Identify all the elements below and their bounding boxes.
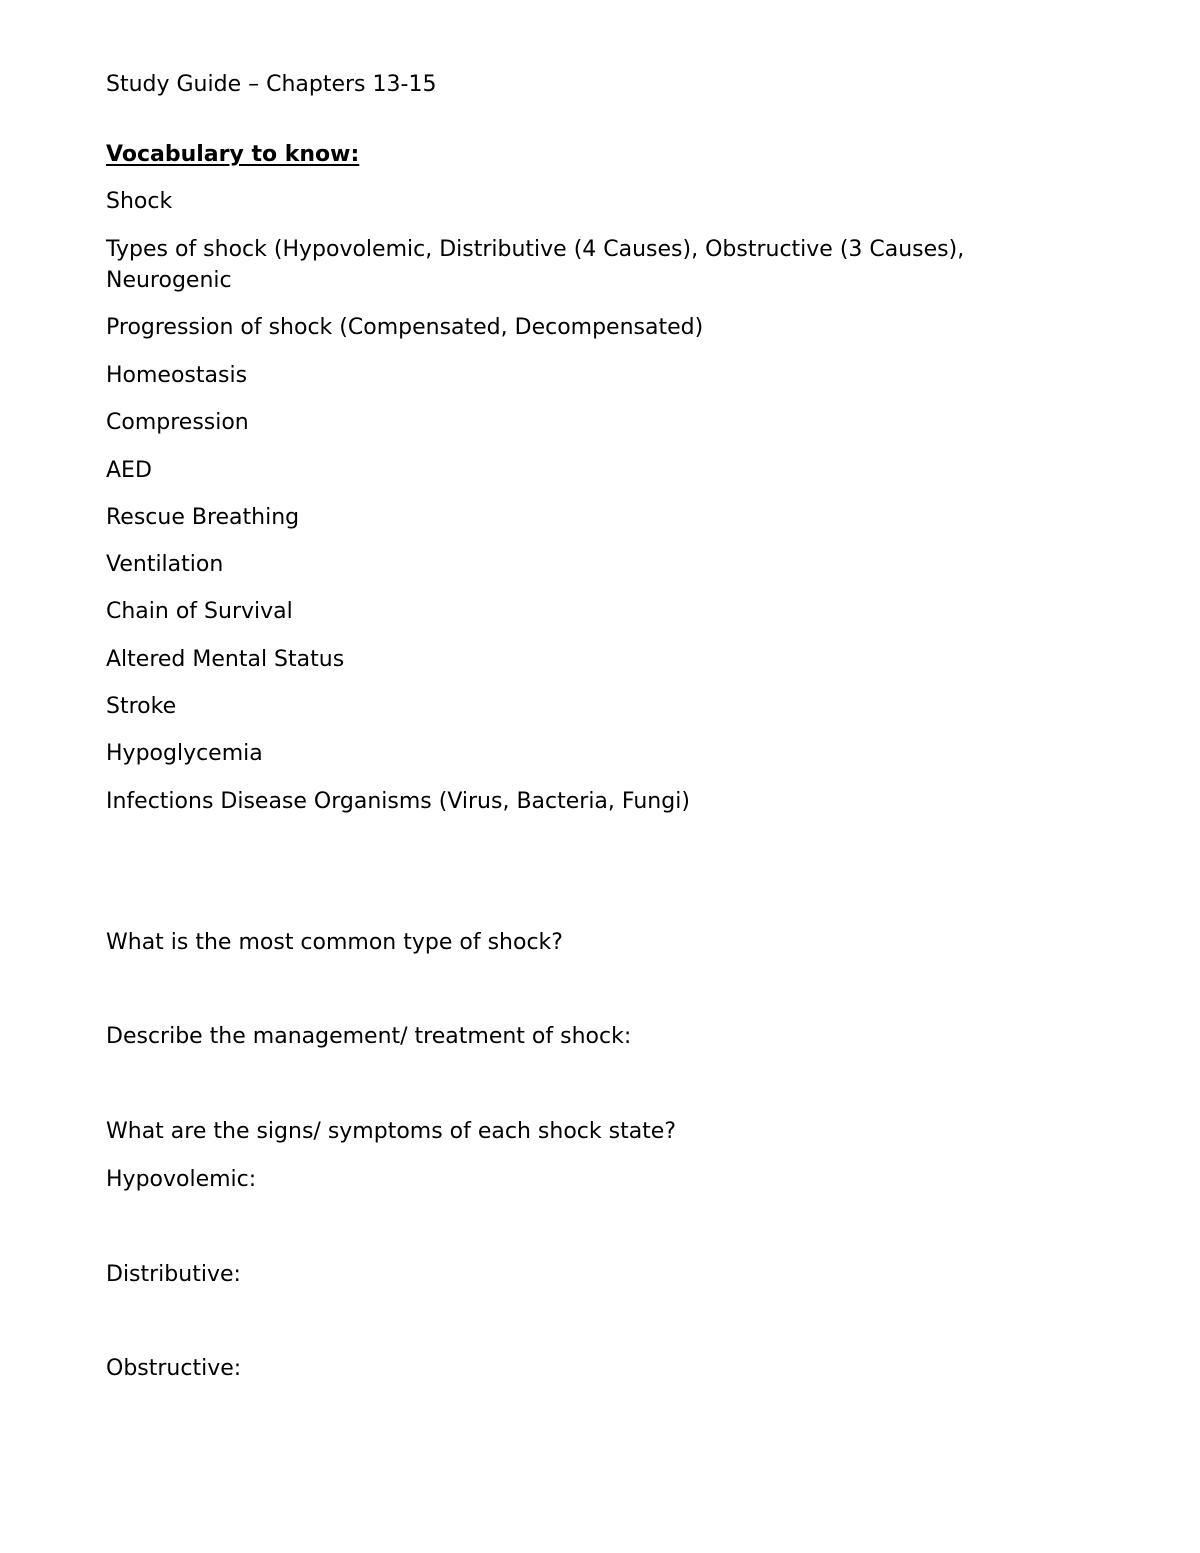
vocabulary-heading: Vocabulary to know: [106, 142, 360, 167]
shock-state-hypovolemic: Hypovolemic: [106, 1167, 257, 1192]
question-most-common-shock: What is the most common type of shock? [106, 930, 563, 955]
question-management-of-shock: Describe the management/ treatment of shock: [106, 1024, 632, 1049]
vocab-item-infectious-disease-organisms: Infections Disease Organisms (Virus, Bacteria, Fungi) [106, 789, 690, 814]
vocab-item-altered-mental-status: Altered Mental Status [106, 647, 345, 672]
vocab-item-homeostasis: Homeostasis [106, 363, 248, 388]
vocab-item-chain-of-survival: Chain of Survival [106, 599, 293, 624]
document-title: Study Guide – Chapters 13-15 [106, 72, 437, 97]
shock-state-obstructive: Obstructive: [106, 1356, 242, 1381]
vocab-item-hypoglycemia: Hypoglycemia [106, 741, 263, 766]
vocab-item-ventilation: Ventilation [106, 552, 224, 577]
vocab-item-aed: AED [106, 458, 152, 483]
vocab-item-shock: Shock [106, 189, 173, 214]
vocab-item-rescue-breathing: Rescue Breathing [106, 505, 300, 530]
shock-state-distributive: Distributive: [106, 1262, 241, 1287]
vocab-item-compression: Compression [106, 410, 249, 435]
vocab-item-types-of-shock: Types of shock (Hypovolemic, Distributive (4 Causes), Obstructive (3 Causes), Neurogenic [106, 237, 965, 293]
question-signs-symptoms: What are the signs/ symptoms of each shock state? [106, 1119, 677, 1144]
vocab-item-progression-of-shock: Progression of shock (Compensated, Decompensated) [106, 315, 704, 340]
vocab-item-stroke: Stroke [106, 694, 177, 719]
